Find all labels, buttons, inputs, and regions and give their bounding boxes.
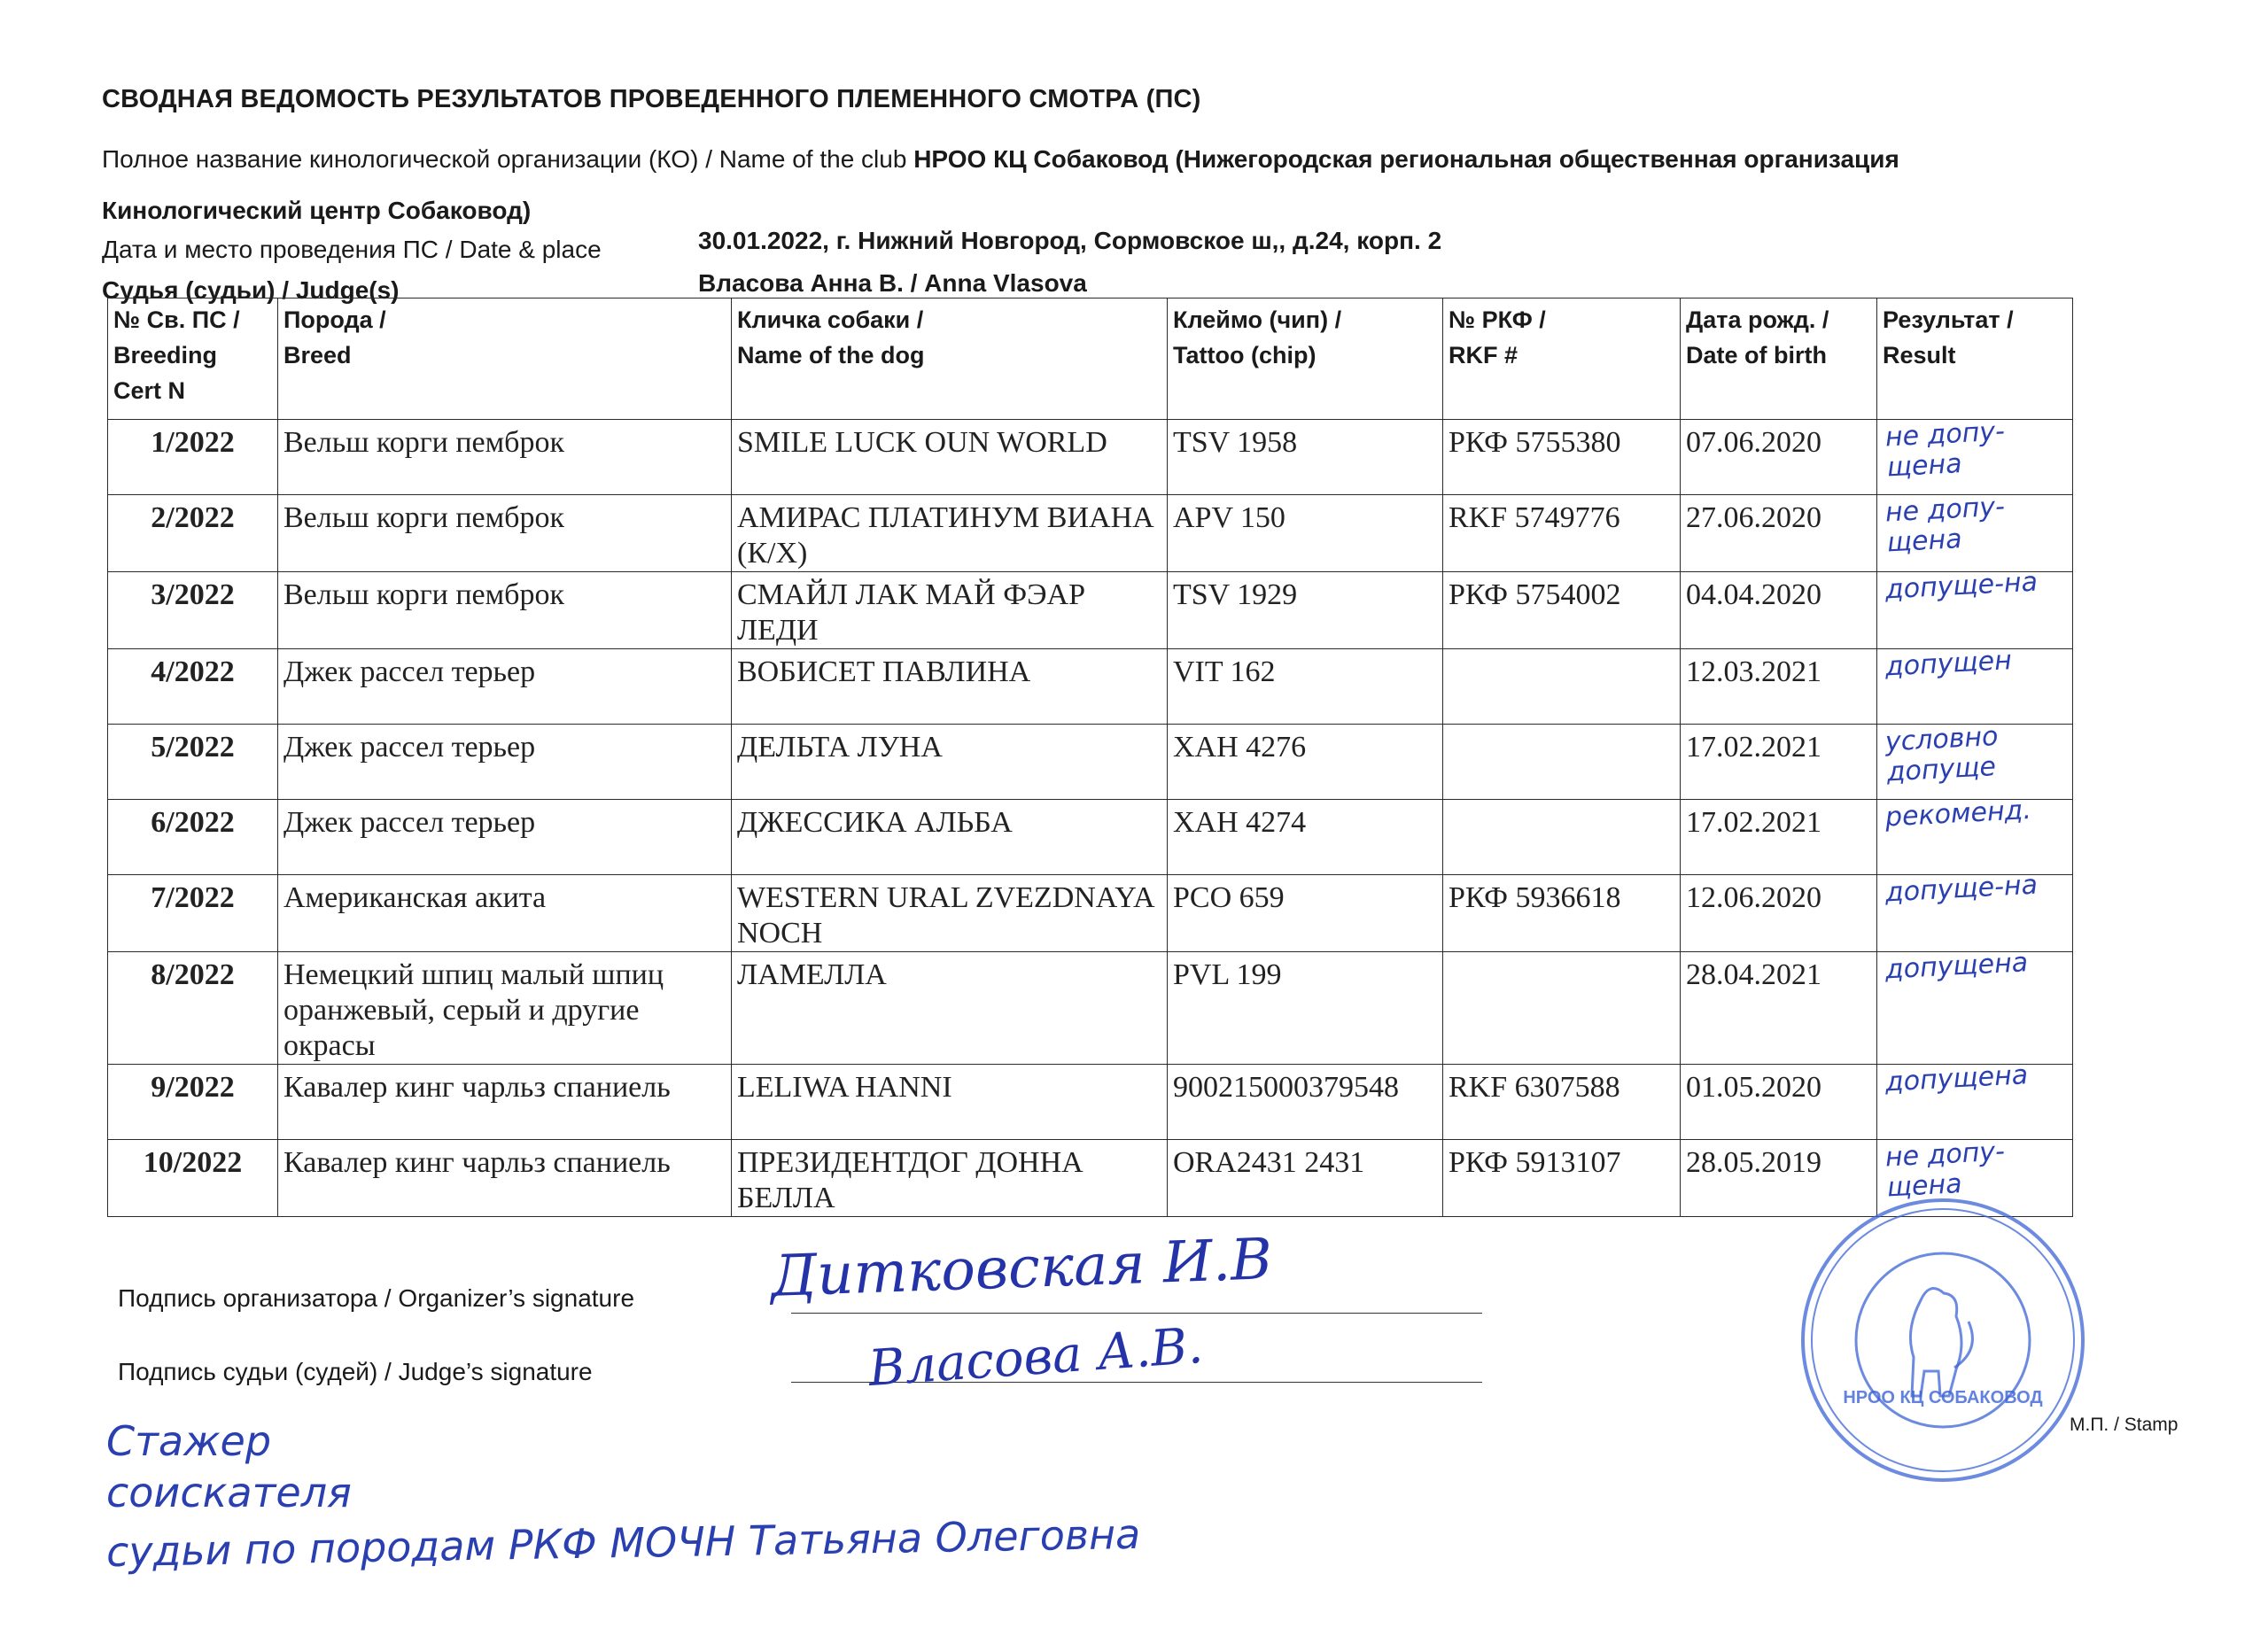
- cell-dob: 28.05.2019: [1681, 1140, 1877, 1217]
- cell-result: [1877, 869, 2073, 952]
- table-row: [108, 875, 2073, 952]
- handwritten-note-line: соискателя: [106, 1469, 352, 1516]
- cell-breed: Кавалер кинг чарльз спаниель: [278, 1065, 732, 1140]
- cell-result: [1877, 566, 2073, 649]
- table-row: [108, 649, 2073, 725]
- club-line: [102, 145, 1899, 174]
- handwritten-result: рекоменд.: [1884, 794, 2032, 834]
- cell-breed: Джек рассел терьер: [278, 725, 732, 800]
- cell-rkf: [1443, 952, 1681, 1065]
- table-row: [108, 725, 2073, 800]
- handwritten-result: не допу-щена: [1884, 415, 2006, 484]
- table-header-row: [108, 299, 2073, 420]
- cell-name: ДЖЕССИКА АЛЬБА: [732, 800, 1168, 875]
- cell-cert: 9/2022: [108, 1065, 278, 1140]
- club-name: НРОО КЦ Собаковод (Нижегородская региональная общественная организация: [913, 145, 1899, 173]
- judge-value: Власова Анна В. / Anna Vlasova: [698, 269, 1087, 297]
- cell-dob: 17.02.2021: [1681, 725, 1877, 800]
- handwritten-note-line: Стажер: [106, 1417, 272, 1465]
- cell-rkf: [1443, 725, 1681, 800]
- header-breed: Порода / Breed: [278, 299, 732, 420]
- cell-tattoo: XAH 4276: [1168, 725, 1443, 800]
- cell-name: СМАЙЛ ЛАК МАЙ ФЭАР ЛЕДИ: [732, 572, 1168, 649]
- header-tattoo: Клеймо (чип) / Tattoo (chip): [1168, 299, 1443, 420]
- table-row: [108, 952, 2073, 1065]
- cell-cert: 7/2022: [108, 875, 278, 952]
- cell-result: [1877, 720, 2073, 800]
- cell-result: [1877, 1059, 2073, 1140]
- cell-tattoo: ORA2431 2431: [1168, 1140, 1443, 1217]
- organizer-signature-label: Подпись организатора / Organizer’s signature: [118, 1284, 635, 1312]
- cell-tattoo: PCO 659: [1168, 875, 1443, 952]
- cell-name: ВОБИСЕТ ПАВЛИНА: [732, 649, 1168, 725]
- cell-breed: Вельш корги пемброк: [278, 495, 732, 572]
- cell-tattoo: APV 150: [1168, 495, 1443, 572]
- cell-dob: 27.06.2020: [1681, 495, 1877, 572]
- cell-rkf: RKF 5749776: [1443, 495, 1681, 572]
- cell-rkf: [1443, 649, 1681, 725]
- handwritten-result: допущена: [1884, 947, 2029, 986]
- cell-rkf: РКФ 5936618: [1443, 875, 1681, 952]
- cell-cert: 5/2022: [108, 725, 278, 800]
- cell-result: [1877, 645, 2073, 725]
- cell-rkf: RKF 6307588: [1443, 1065, 1681, 1140]
- header-cert: № Св. ПС / Breeding Cert N: [108, 299, 278, 420]
- cell-tattoo: VIT 162: [1168, 649, 1443, 725]
- document-title: СВОДНАЯ ВЕДОМОСТЬ РЕЗУЛЬТАТОВ ПРОВЕДЕННОГО ПЛЕМЕННОГО СМОТРА (ПС): [102, 85, 1201, 113]
- table-row: [108, 572, 2073, 649]
- table-row: [108, 495, 2073, 572]
- cell-cert: 8/2022: [108, 952, 278, 1065]
- handwritten-result: не допу-щена: [1884, 1136, 2006, 1204]
- cell-tattoo: TSV 1958: [1168, 420, 1443, 495]
- cell-breed: Кавалер кинг чарльз спаниель: [278, 1140, 732, 1217]
- cell-dob: 04.04.2020: [1681, 572, 1877, 649]
- cell-breed: Немецкий шпиц малый шпиц оранжевый, серый и другие окрасы: [278, 952, 732, 1065]
- cell-dob: 01.05.2020: [1681, 1065, 1877, 1140]
- table-row: [108, 420, 2073, 495]
- club-name-continued: Кинологический центр Собаковод): [102, 197, 532, 224]
- header-result: Результат / Result: [1877, 299, 2073, 420]
- cell-result: [1877, 947, 2073, 1065]
- cell-name: ЛАМЕЛЛА: [732, 952, 1168, 1065]
- cell-rkf: [1443, 800, 1681, 875]
- cell-breed: Американская акита: [278, 875, 732, 952]
- cell-cert: 4/2022: [108, 649, 278, 725]
- cell-name: WESTERN URAL ZVEZDNAYA NOCH: [732, 875, 1168, 952]
- cell-dob: 17.02.2021: [1681, 800, 1877, 875]
- handwritten-note-line: судьи по породам РКФ МОЧН Татьяна Олеговна: [105, 1509, 1141, 1577]
- cell-rkf: РКФ 5754002: [1443, 572, 1681, 649]
- date-label: Дата и место проведения ПС / Date & place: [102, 236, 602, 263]
- cell-name: SMILE LUCK OUN WORLD: [732, 420, 1168, 495]
- cell-result: [1877, 415, 2073, 495]
- club-label: Полное название кинологической организации (КО) / Name of the club: [102, 145, 907, 173]
- cell-breed: Вельш корги пемброк: [278, 420, 732, 495]
- cell-tattoo: XAH 4274: [1168, 800, 1443, 875]
- judge-label: Судья (судьи) / Judge(s): [102, 276, 400, 304]
- cell-cert: 6/2022: [108, 800, 278, 875]
- cell-dob: 12.03.2021: [1681, 649, 1877, 725]
- table-row: [108, 1140, 2073, 1217]
- cell-name: АМИРАС ПЛАТИНУМ ВИАНА (К/Х): [732, 495, 1168, 572]
- table-row: [108, 800, 2073, 875]
- date-value: 30.01.2022, г. Нижний Новгород, Сормовское ш,, д.24, корп. 2: [698, 227, 1442, 254]
- header-rkf: № РКФ / RKF #: [1443, 299, 1681, 420]
- cell-name: ПРЕЗИДЕНТДОГ ДОННА БЕЛЛА: [732, 1140, 1168, 1217]
- cell-cert: 3/2022: [108, 572, 278, 649]
- cell-dob: 28.04.2021: [1681, 952, 1877, 1065]
- cell-tattoo: PVL 199: [1168, 952, 1443, 1065]
- results-table: [107, 298, 2073, 1217]
- cell-cert: 2/2022: [108, 495, 278, 572]
- cell-breed: Джек рассел терьер: [278, 649, 732, 725]
- header-dog-name: Кличка собаки / Name of the dog: [732, 299, 1168, 420]
- organizer-signature: Дитковская И.В: [769, 1227, 1274, 1310]
- handwritten-result: допущен: [1884, 645, 2013, 683]
- cell-breed: Джек рассел терьер: [278, 800, 732, 875]
- handwritten-result: условно допуще: [1884, 720, 2000, 788]
- handwritten-result: не допу-щена: [1884, 491, 2006, 559]
- handwritten-result: допуще-на: [1884, 869, 2039, 909]
- cell-breed: Вельш корги пемброк: [278, 572, 732, 649]
- table-row: [108, 1065, 2073, 1140]
- cell-dob: 12.06.2020: [1681, 875, 1877, 952]
- judge-signature: Власова А.В.: [866, 1316, 1206, 1399]
- judge-signature-label: Подпись судьи (судей) / Judge’s signature: [118, 1358, 593, 1385]
- header-dob: Дата рожд. / Date of birth: [1681, 299, 1877, 420]
- stamp-label: М.П. / Stamp: [2070, 1415, 2179, 1435]
- cell-rkf: РКФ 5755380: [1443, 420, 1681, 495]
- cell-rkf: РКФ 5913107: [1443, 1140, 1681, 1217]
- cell-dob: 07.06.2020: [1681, 420, 1877, 495]
- cell-tattoo: 900215000379548: [1168, 1065, 1443, 1140]
- cell-cert: 1/2022: [108, 420, 278, 495]
- cell-result: [1877, 491, 2073, 572]
- handwritten-result: допущена: [1884, 1059, 2029, 1098]
- cell-name: LELIWA HANNI: [732, 1065, 1168, 1140]
- cell-result: [1877, 794, 2073, 875]
- stamp-text: НРОО КЦ СОБАКОВОД: [1843, 1388, 2043, 1407]
- cell-name: ДЕЛЬТА ЛУНА: [732, 725, 1168, 800]
- organizer-signature-line: [791, 1313, 1482, 1314]
- handwritten-result: допуще-на: [1884, 566, 2039, 606]
- cell-cert: 10/2022: [108, 1140, 278, 1217]
- cell-tattoo: TSV 1929: [1168, 572, 1443, 649]
- club-stamp: [1797, 1194, 2089, 1486]
